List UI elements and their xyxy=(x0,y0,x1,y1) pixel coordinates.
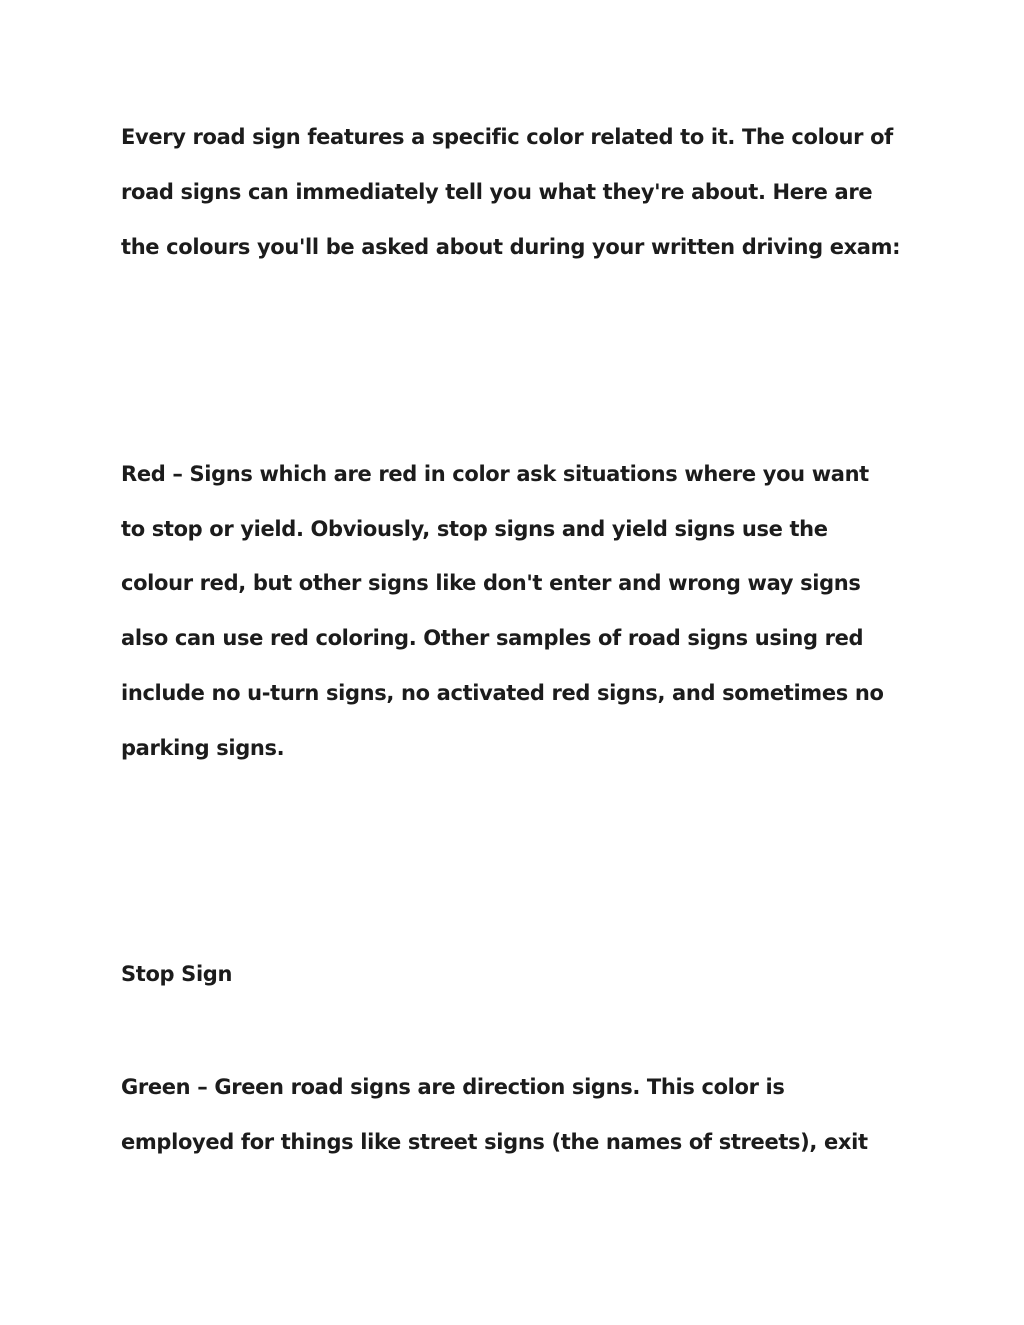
paragraph-line: Green – Green road signs are direction signs. This color is xyxy=(121,1075,785,1099)
paragraph-line: road signs can immediately tell you what they're about. Here are xyxy=(121,180,873,204)
paragraph-line: Red – Signs which are red in color ask situations where you want xyxy=(121,462,869,486)
paragraph-line: the colours you'll be asked about during your written driving exam: xyxy=(121,235,901,259)
paragraph-line: colour red, but other signs like don't enter and wrong way signs xyxy=(121,571,861,595)
paragraph-line: include no u-turn signs, no activated red signs, and sometimes no xyxy=(121,681,884,705)
paragraph-line: Every road sign features a specific color related to it. The colour of xyxy=(121,125,893,149)
paragraph-line: employed for things like street signs (the names of streets), exit xyxy=(121,1130,868,1154)
paragraph-line: to stop or yield. Obviously, stop signs and yield signs use the xyxy=(121,517,828,541)
paragraph-line: also can use red coloring. Other samples of road signs using red xyxy=(121,626,864,650)
stop-sign-caption: Stop Sign xyxy=(121,962,233,986)
paragraph-line: parking signs. xyxy=(121,736,285,760)
